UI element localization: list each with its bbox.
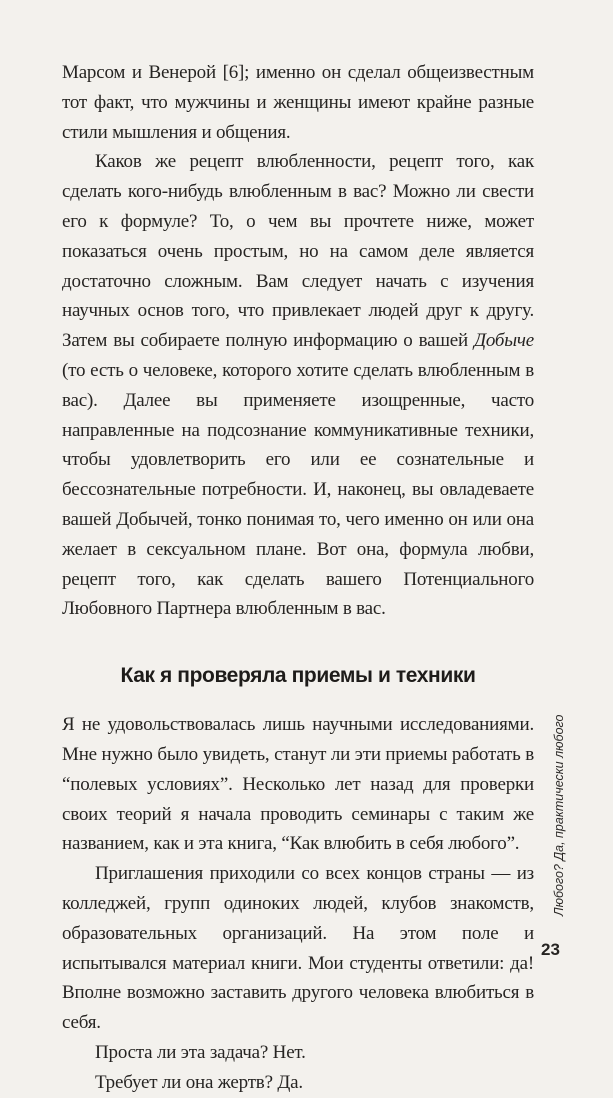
body-text [62,58,534,1098]
formula-italic-term: Добыче [473,330,534,352]
running-title: Любого? Да, практически любого [552,714,566,916]
section-paragraph-3: Проста ли эта задача? Нет. [95,1041,306,1063]
paragraph-formula [62,147,534,624]
section-heading: Как я проверяла приемы и техники [120,664,476,688]
section-paragraph-1: Я не удовольствовалась лишь научными исследованиями. Мне нужно было увидеть, станут ли эти приемы работать в “полевых условиях”. Несколько лет назад для проверки своих теорий я начала проводить семинары с таким же названием, как и эта книга, “Как влюбить в себя любого”. [62,714,534,855]
section-paragraph-2: Приглашения приходили со всех концов страны — из колледжей, групп одиноких людей, клубов знакомств, образовательных организаций. На этом поле и испытывался материал книги. Мои студенты ответили: да! Вполне возможно заставить другого человека влюбиться в себя. [62,863,534,1034]
formula-text-start: Каков же рецепт влюбленности, рецепт того, как сделать кого-нибудь влюбленным в вас? Можно ли свести его к формуле? То, о чем вы прочтете ниже, может показаться очень простым, но на самом деле является достаточно сложным. Вам следует начать с изучения научных основ того, что привлекает людей друг к другу. Затем вы собираете полную информацию о вашей [62,151,534,352]
page-number: 23 [541,940,560,959]
paragraph-continuation: Марсом и Венерой [6]; именно он сделал общеизвестным тот факт, что мужчины и женщины имеют крайне разные стили мышления и общения. [62,62,534,143]
formula-text-end: (то есть о человеке, которого хотите сделать влюбленным в вас). Далее вы применяете изощренные, часто направленные на подсознание коммуникативные техники, чтобы удовлетворить его или ее сознательные и бессознательные потребности. И, наконец, вы овладеваете вашей Добычей, тонко понимая то, чего именно он или она желает в сексуальном плане. Вот она, формула любви, рецепт того, как сделать вашего Потенциального Любовного Партнера влюбленным в вас. [62,359,534,620]
section-paragraph-4: Требует ли она жертв? Да. [95,1071,303,1093]
